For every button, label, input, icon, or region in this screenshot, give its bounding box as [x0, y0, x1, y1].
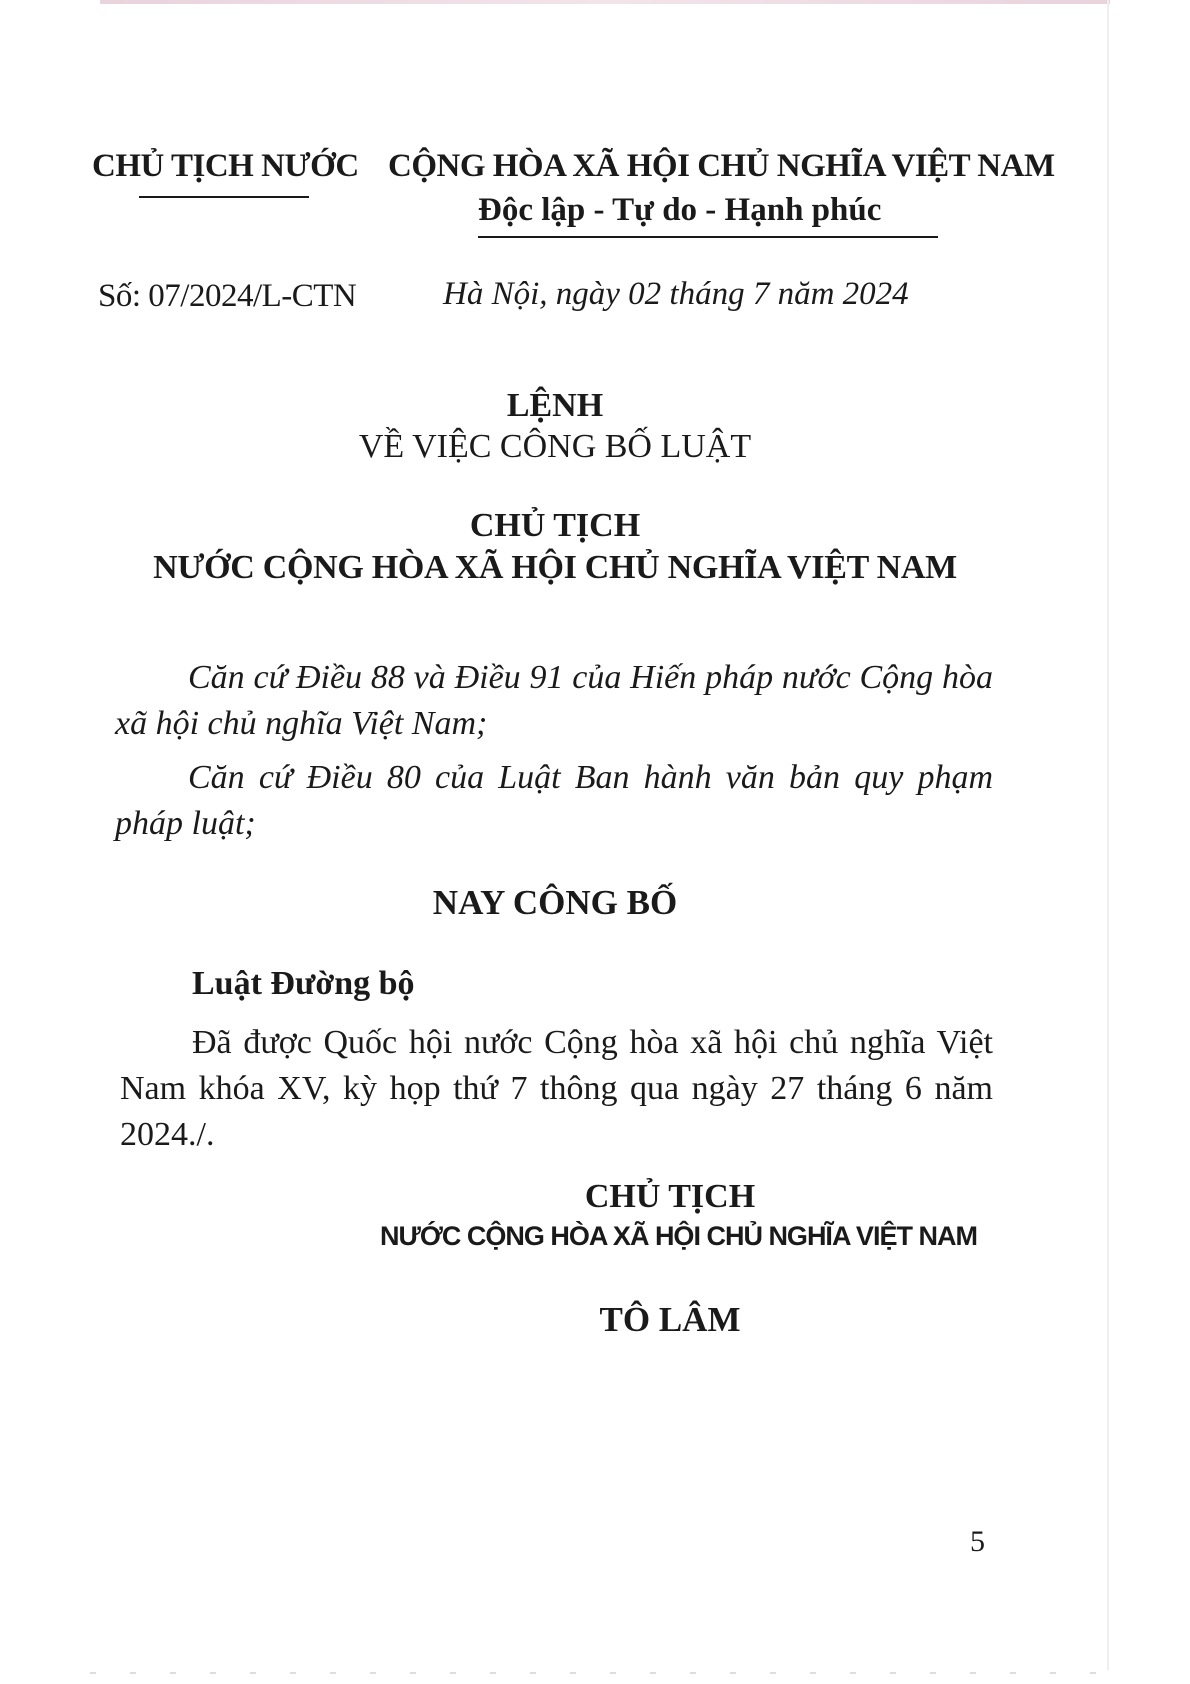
page-top-edge: [100, 0, 1110, 4]
passage-statement: Đã được Quốc hội nước Cộng hòa xã hội chủ nghĩa Việt Nam khóa XV, kỳ họp thứ 7 thông qua ngày 27 tháng 6 năm 2024./.: [120, 1024, 993, 1153]
issuer-header-underline: [139, 196, 309, 198]
issuer-header: CHỦ TỊCH NƯỚC: [92, 148, 359, 184]
signature-title: CHỦ TỊCH: [584, 1178, 756, 1215]
document-subtitle: VỀ VIỆC CÔNG BỐ LUẬT: [358, 428, 752, 465]
document-number: Số: 07/2024/L-CTN: [98, 278, 357, 314]
issuer-organization: NƯỚC CỘNG HÒA XÃ HỘI CHỦ NGHĨA VIỆT NAM: [153, 549, 957, 586]
document-title: LỆNH: [506, 387, 604, 424]
page-bottom-edge: [90, 1672, 1105, 1674]
announcement-heading: NAY CÔNG BỐ: [432, 883, 678, 922]
legal-basis-1: Căn cứ Điều 88 và Điều 91 của Hiến pháp nước Cộng hòa xã hội chủ nghĩa Việt Nam;: [115, 659, 993, 742]
place-and-date: Hà Nội, ngày 02 tháng 7 năm 2024: [443, 276, 909, 312]
country-header: CỘNG HÒA XÃ HỘI CHỦ NGHĨA VIỆT NAM: [388, 148, 1055, 184]
national-motto: Độc lập - Tự do - Hạnh phúc: [478, 192, 882, 228]
issuer-title: CHỦ TỊCH: [469, 507, 641, 544]
page-right-edge: [1107, 0, 1109, 1670]
page-number: 5: [970, 1525, 985, 1558]
law-name: Luật Đường bộ: [192, 965, 415, 1002]
signatory-name: TÔ LÂM: [599, 1300, 741, 1339]
motto-underline: [478, 236, 938, 238]
legal-basis-2: Căn cứ Điều 80 của Luật Ban hành văn bản quy phạm pháp luật;: [115, 759, 993, 842]
signature-organization: NƯỚC CỘNG HÒA XÃ HỘI CHỦ NGHĨA VIỆT NAM: [380, 1221, 977, 1251]
